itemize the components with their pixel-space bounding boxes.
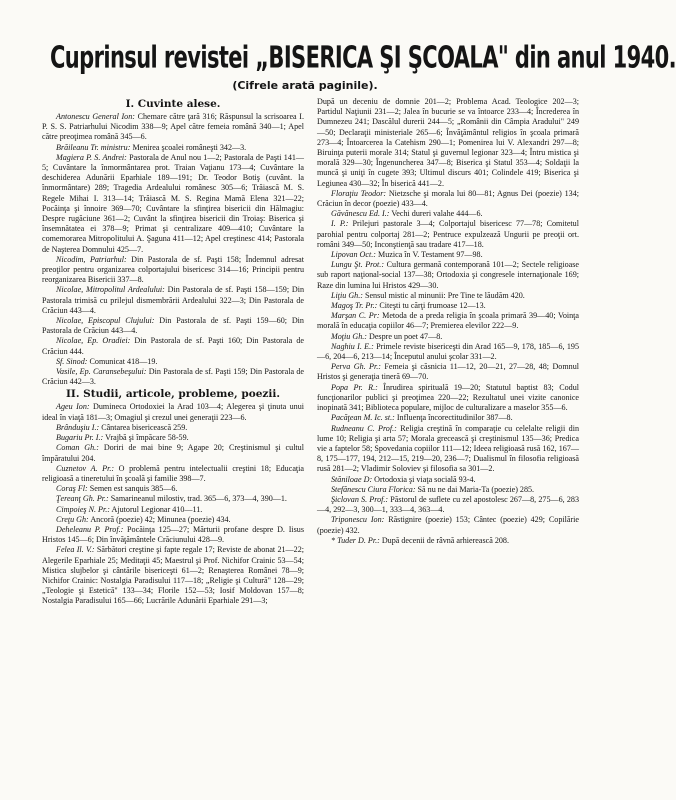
entry-text: Înrudirea spirituală 19—20; Statutul baptist 83; Codul funcţionarilor publici şi preoţimea 220—22; Rezultatul unei vizite canonice inopinată 341; Biblioteca populare, mijloc de culturalizare a maselor 355—6.	[317, 382, 580, 413]
index-entry	[317, 475, 579, 485]
entry-text: Ajutorul Legionar 410—11.	[109, 504, 203, 514]
entry-author: Bugariu Pr. I.:	[56, 433, 104, 443]
entry-author: Popa Pr. R.:	[331, 382, 378, 392]
entry-author: Sf. Sinod:	[56, 356, 88, 366]
entry-text: Comunicat 418—19.	[87, 356, 158, 366]
section-heading: II. Studii, articole, probleme, poezii.	[66, 388, 280, 401]
entry-author: Floraţiu Teodor:	[331, 188, 387, 198]
entry-text: Cântarea bisericească 259.	[99, 422, 188, 432]
entry-text: Păstorul de suflete cu zel apostolesc 267—8, 275—6, 283—4, 292—3, 300—1, 333—4, 363—4.	[317, 494, 579, 515]
entry-author: Cimpoieş N. Pr.:	[56, 504, 110, 514]
entry-text: Femeia şi căsnicia 11—12, 20—21, 27—28, 48; Domnul Hristos şi generaţia tineră 69—70.	[317, 362, 579, 382]
index-entry	[42, 367, 304, 387]
entry-text: Doriri de mai bine 9; Agape 20; Creştinismul şi cultul împăratului 204.	[42, 443, 304, 463]
entry-text: Metoda de a preda religia în şcoala primară 39—40; Voinţa morală în educaţia copiilor 46—7; Premierea elevilor 222—9.	[317, 311, 579, 331]
index-entry	[42, 255, 304, 286]
index-entry	[42, 112, 304, 143]
entry-text: Religia creştină în comparaţie cu celelalte religii din lume 10; Religia şi arta 57; Morala grecească şi creştinismul 135—36; Predica vie a faptelor 58; Spovedania copiilor 111—12; Ideea religioasă rusă 162, 167—8, 175—177, 194, 212—15, 219—20, 236—7; Dualismul în filosofia religioasă rusă 281—2; Vladimir Soloviev şi filosofia sa 301—2.	[317, 423, 579, 474]
entry-text: Muzica în V. Testament 97—98.	[375, 250, 483, 260]
index-entry	[42, 336, 304, 356]
entry-text: Să nu ne dai Maria-Ta (poezie) 285.	[415, 484, 535, 494]
entry-author: Magiera P. S. Andrei:	[56, 152, 127, 162]
index-entry	[42, 515, 304, 525]
entry-author: Perva Gh. Pr.:	[331, 362, 381, 372]
entry-author: Stăniloae D:	[331, 474, 373, 484]
index-entry	[317, 97, 579, 189]
entry-author: Nicolae, Ep. Oradiei:	[56, 336, 131, 346]
entry-author: Triponescu Ion:	[331, 515, 385, 525]
entry-text: Sensul mistic al minunii: Pre Tine te lăudăm 420.	[362, 290, 525, 300]
entry-author: Marşan C. Pr:	[331, 311, 380, 321]
entry-author: Antonescu General Ion:	[56, 112, 135, 121]
index-entry	[317, 413, 579, 423]
index-entry	[42, 402, 304, 422]
index-entry	[42, 494, 304, 504]
entry-text: Prilejuri pastorale 3—4; Colportajul bisericesc 77—78; Comitetul parohial pentru colportaj 281—2; Pentruce expulzează Ungurii pe preoţii ort. români 349—50; Inconştienţă sau tradare 417—18.	[317, 219, 579, 249]
index-entry	[317, 250, 579, 260]
index-entry	[42, 505, 304, 515]
entry-text: Cultura germană contemporană 101—2; Sectele religioase sub raport naţional-social 137—38; Ortodoxia şi congresele internaţionale 169; Raze din lumina lui Hristos 429—30.	[317, 260, 579, 290]
index-entry	[42, 143, 304, 153]
entry-author: Găvănescu Ed. I.:	[331, 209, 390, 219]
entry-author: Ageu Ion:	[56, 402, 90, 412]
entry-author: Stefănescu Ciura Florica:	[331, 484, 416, 494]
index-entry	[42, 464, 304, 484]
entry-author: Creţu Gh:	[56, 514, 89, 524]
entry-text: Din Pastorala de sf. Paşti 160; Din Pastorala de Crăciun 444.	[42, 336, 305, 356]
index-entry	[317, 383, 579, 414]
entry-author: Şiclovan S. Prof.:	[331, 494, 389, 504]
entry-author: Liţiu Gh.:	[331, 290, 363, 300]
entry-text: Influenţa încorectitudinilor 387—8.	[394, 413, 513, 423]
index-entry	[317, 515, 579, 535]
entry-author: Moţiu Gh.:	[331, 331, 367, 341]
index-entry	[42, 423, 304, 433]
entry-text: După un deceniu de domnie 201—2; Problema Acad. Teologice 202—3; Partidul Naţiunii 231—2; Jalea în bucurie se va întoarce 233—4; Încrederea în Dumnezeu 241; Dascălul durerii 244—5; „Românii din Câmpia Aradului" 249—50; Declaraţii ministeriale 265—6; Învăţământul religios în şcoala primară 273—4; Întoarcerea la Catehism 290—1; Pomenirea lui V. Alexandri 297—8; Biruinţa puterii morale 314; Statul şi guvernul legionar 323—4; Întru mistica şi morală 329—30; Îngenuncherea 347—8; Biserica şi Statul 353—4; Soldaţii la muncă şi uniţi în cugete 393; Ultimul discurs 401; Colindele 419; Biserica şi Legiunea 430—32; În biserică 441—2.	[317, 97, 579, 188]
entry-text: Menirea şcoalei româneşti 342—3.	[130, 142, 247, 152]
index-entry	[42, 525, 304, 545]
left-column	[42, 97, 304, 797]
page-subtitle: (Cifrele arată paginile).	[232, 79, 378, 92]
entry-text: După decenii de râvnă arhierească 208.	[379, 535, 510, 545]
entry-text: Răstignire (poezie) 153; Cântec (poezie) 429; Copilărie (poezie) 432.	[317, 515, 580, 535]
index-entry	[317, 219, 579, 250]
entry-text: Nietzsche şi morala lui 80—81; Agnus Dei (poezie) 134; Crăciun în decor (poezie) 433—4.	[317, 188, 579, 209]
entry-author: Nicolae, Mitropolitul Ardealului:	[56, 285, 165, 295]
section-heading: I. Cuvinte alese.	[125, 98, 221, 110]
index-entry	[42, 484, 304, 494]
index-entry	[317, 362, 579, 382]
entry-text: Din Pastorala de sf. Paşti 159—60; Din Pastorala de Crăciun 443—4.	[42, 316, 304, 336]
entry-text: Din Pastorala de sf. Paşti 158; Îndemnul adresat preoţilor pentru organizarea colportajului bisericesc 314—16; Principii pentru reorganizarea Bisericii 337—8.	[42, 254, 304, 285]
entry-text: Chemare către ţară 316; Răspunsul la scrisoarea I. P. S. S. Patriarhului Nicodim 338—9; Apel către femeia română 340—1; Apel către preoţimea română 345—6.	[42, 112, 304, 142]
entry-text: Din Pastorala de sf. Paşti 159; Din Pastorala de Crăciun 442—3.	[42, 367, 304, 387]
entry-author: Brânduşiu I.:	[56, 422, 100, 432]
entry-author: Vasile, Ep. Caransebeşului:	[56, 367, 147, 377]
entry-text: Despre un poet 47—8.	[366, 331, 443, 341]
index-entry	[42, 285, 304, 316]
entry-author: Brăileanu Tr. ministru:	[56, 142, 131, 152]
entry-author: Rudneanu C. Prof.:	[331, 423, 397, 433]
entry-text: Din Pastorala de sf. Paşti 158—159; Din Pastorala trimisă cu prilejul dismembrării Ardealului 322—3; Din Pastorala de Crăciun 443—4.	[42, 285, 304, 315]
index-entry	[317, 495, 579, 515]
index-entry	[317, 424, 579, 475]
entry-text: Sărbători creştine şi fapte regale 17; Reviste de abonat 21—22; Alegerile Eparhiale 25; Meditaţii 45; Maestrul şi Prof. Nichifor Crainic 53—54; Mistica slujbelor şi cântările bisericeşti 61—2; Renaşterea Românei 78—9; Nichifor Crainic: Nostalgia Paradisului 117—18; „Religie şi Cultură" 128—29; „Teologie şi Estetică" 133—34; Florile 152—53; Iosif Moldovan 157—8; Nostalgia Paradisului 165—66; Lucrările Adunării Eparhiale 291—3;	[42, 545, 304, 606]
entry-text: Semen est sanquis 385—6.	[87, 484, 178, 494]
entry-author: Coraş Fl:	[56, 484, 88, 494]
entry-author: Cuznetov A. Pr.:	[56, 463, 115, 473]
entry-text: Vrajbă şi împăcare 58-59.	[103, 433, 189, 443]
index-entry	[42, 153, 304, 255]
index-entry	[317, 536, 579, 546]
index-entry	[317, 301, 579, 311]
right-column	[317, 97, 579, 797]
index-entry	[317, 332, 579, 342]
entry-text: Pastorala de Anul nou 1—2; Pastorala de Paşti 141—5; Cuvântare la înmormântarea prot. Traian Vaţianu 173—4; Cuvântare la deschiderea Adunării Eparhiale 189—191; Dr. Teodor Botiş (cuvânt. la înmormântare) 289; Tragedia Ardealului românesc 305—6; Trăiască M. S. Regele Mihai I. 313—14; Trăiască M. S. Regina Mamă Elena 321—22; Pocăinţa şi înnoire 369—70; Cuvântare la sfinţirea bisericii din Hălmagiu: Despre rugăciune 361—2; Cuvânt la sfinţirea bisericii din Troiaş: Biserica şi însemnătatea ei 378—9; Primat şi centralizare 409—410; Cuvântare la comemorarea Mitropolitului A. Şaguna 411—12; Apel creştinesc 414; Pastorala de Naşterea Domnului 425—7.	[42, 152, 305, 254]
entry-text: Primele reviste bisericeşti din Arad 165—9, 178, 185—6, 195—6, 204—6, 213—14; Începutul anului şcolar 331—2.	[317, 341, 580, 362]
index-entry	[317, 260, 579, 291]
entry-author: I. P.:	[331, 219, 349, 229]
index-entry	[317, 189, 579, 209]
index-entry	[42, 357, 304, 367]
entry-author: Lipovan Oct.:	[331, 250, 376, 260]
entry-author: Deheleanu P. Prof.:	[56, 524, 124, 534]
page-title: Cuprinsul revistei „BISERICA ŞI ŞCOALA" din anul 1940.	[50, 40, 676, 75]
entry-author: Ţereanţ Gh. Pr.:	[56, 494, 109, 504]
index-entry	[317, 485, 579, 495]
index-entry	[317, 311, 579, 331]
index-entry	[317, 342, 579, 362]
entry-text: Pocăinţa 125—27; Mărturii profane despre D. Iisus Hristos 145—6; Din învăţământele Crăciunului 428—9.	[42, 524, 304, 545]
index-entry	[42, 316, 304, 336]
entry-author: Nicolae, Episcopul Clujului:	[56, 316, 155, 326]
index-entry	[317, 209, 579, 219]
index-entry	[317, 291, 579, 301]
entry-text: Citeşti tu cărţi frumoase 12—13.	[377, 301, 486, 311]
index-entry	[42, 443, 304, 463]
entry-author: Felea Il. V.:	[56, 545, 95, 555]
entry-author: Magoş Tr. Pr.:	[331, 301, 378, 311]
entry-author: Lungu Şt. Prot.:	[331, 260, 385, 270]
entry-author: Nicodim, Patriarhul:	[56, 254, 127, 264]
entry-text: Dumineca Ortodoxiei la Arad 103—4; Alegerea şi ţinuta unui ideal în viaţă 181—3; Omagiul şi crezul unei generaţii 223—6.	[42, 402, 304, 422]
entry-author: Pacăţean M. Ic. st.:	[331, 413, 395, 423]
entry-text: Vechi dureri valahe 444—6.	[389, 209, 483, 219]
entry-text: Ancoră (poezie) 42; Minunea (poezie) 434.	[88, 514, 231, 524]
entry-text: O problemă pentru intelectualii creştini 18; Educaţia religioasă a tineretului în şcoală şi familie 398—7.	[42, 463, 305, 483]
entry-author: Naghiu I. E.:	[331, 341, 374, 351]
entry-text: Samarineanul milostiv, trad. 365—6, 373—4, 390—1.	[108, 494, 287, 504]
entry-author: Coman Gh.:	[56, 443, 99, 453]
index-entry	[42, 433, 304, 443]
index-entry	[42, 545, 304, 606]
entry-text: Ortodoxia şi viaţa socială 93-4.	[372, 474, 476, 484]
entry-author: * Tuder D. Pr.:	[331, 535, 380, 545]
